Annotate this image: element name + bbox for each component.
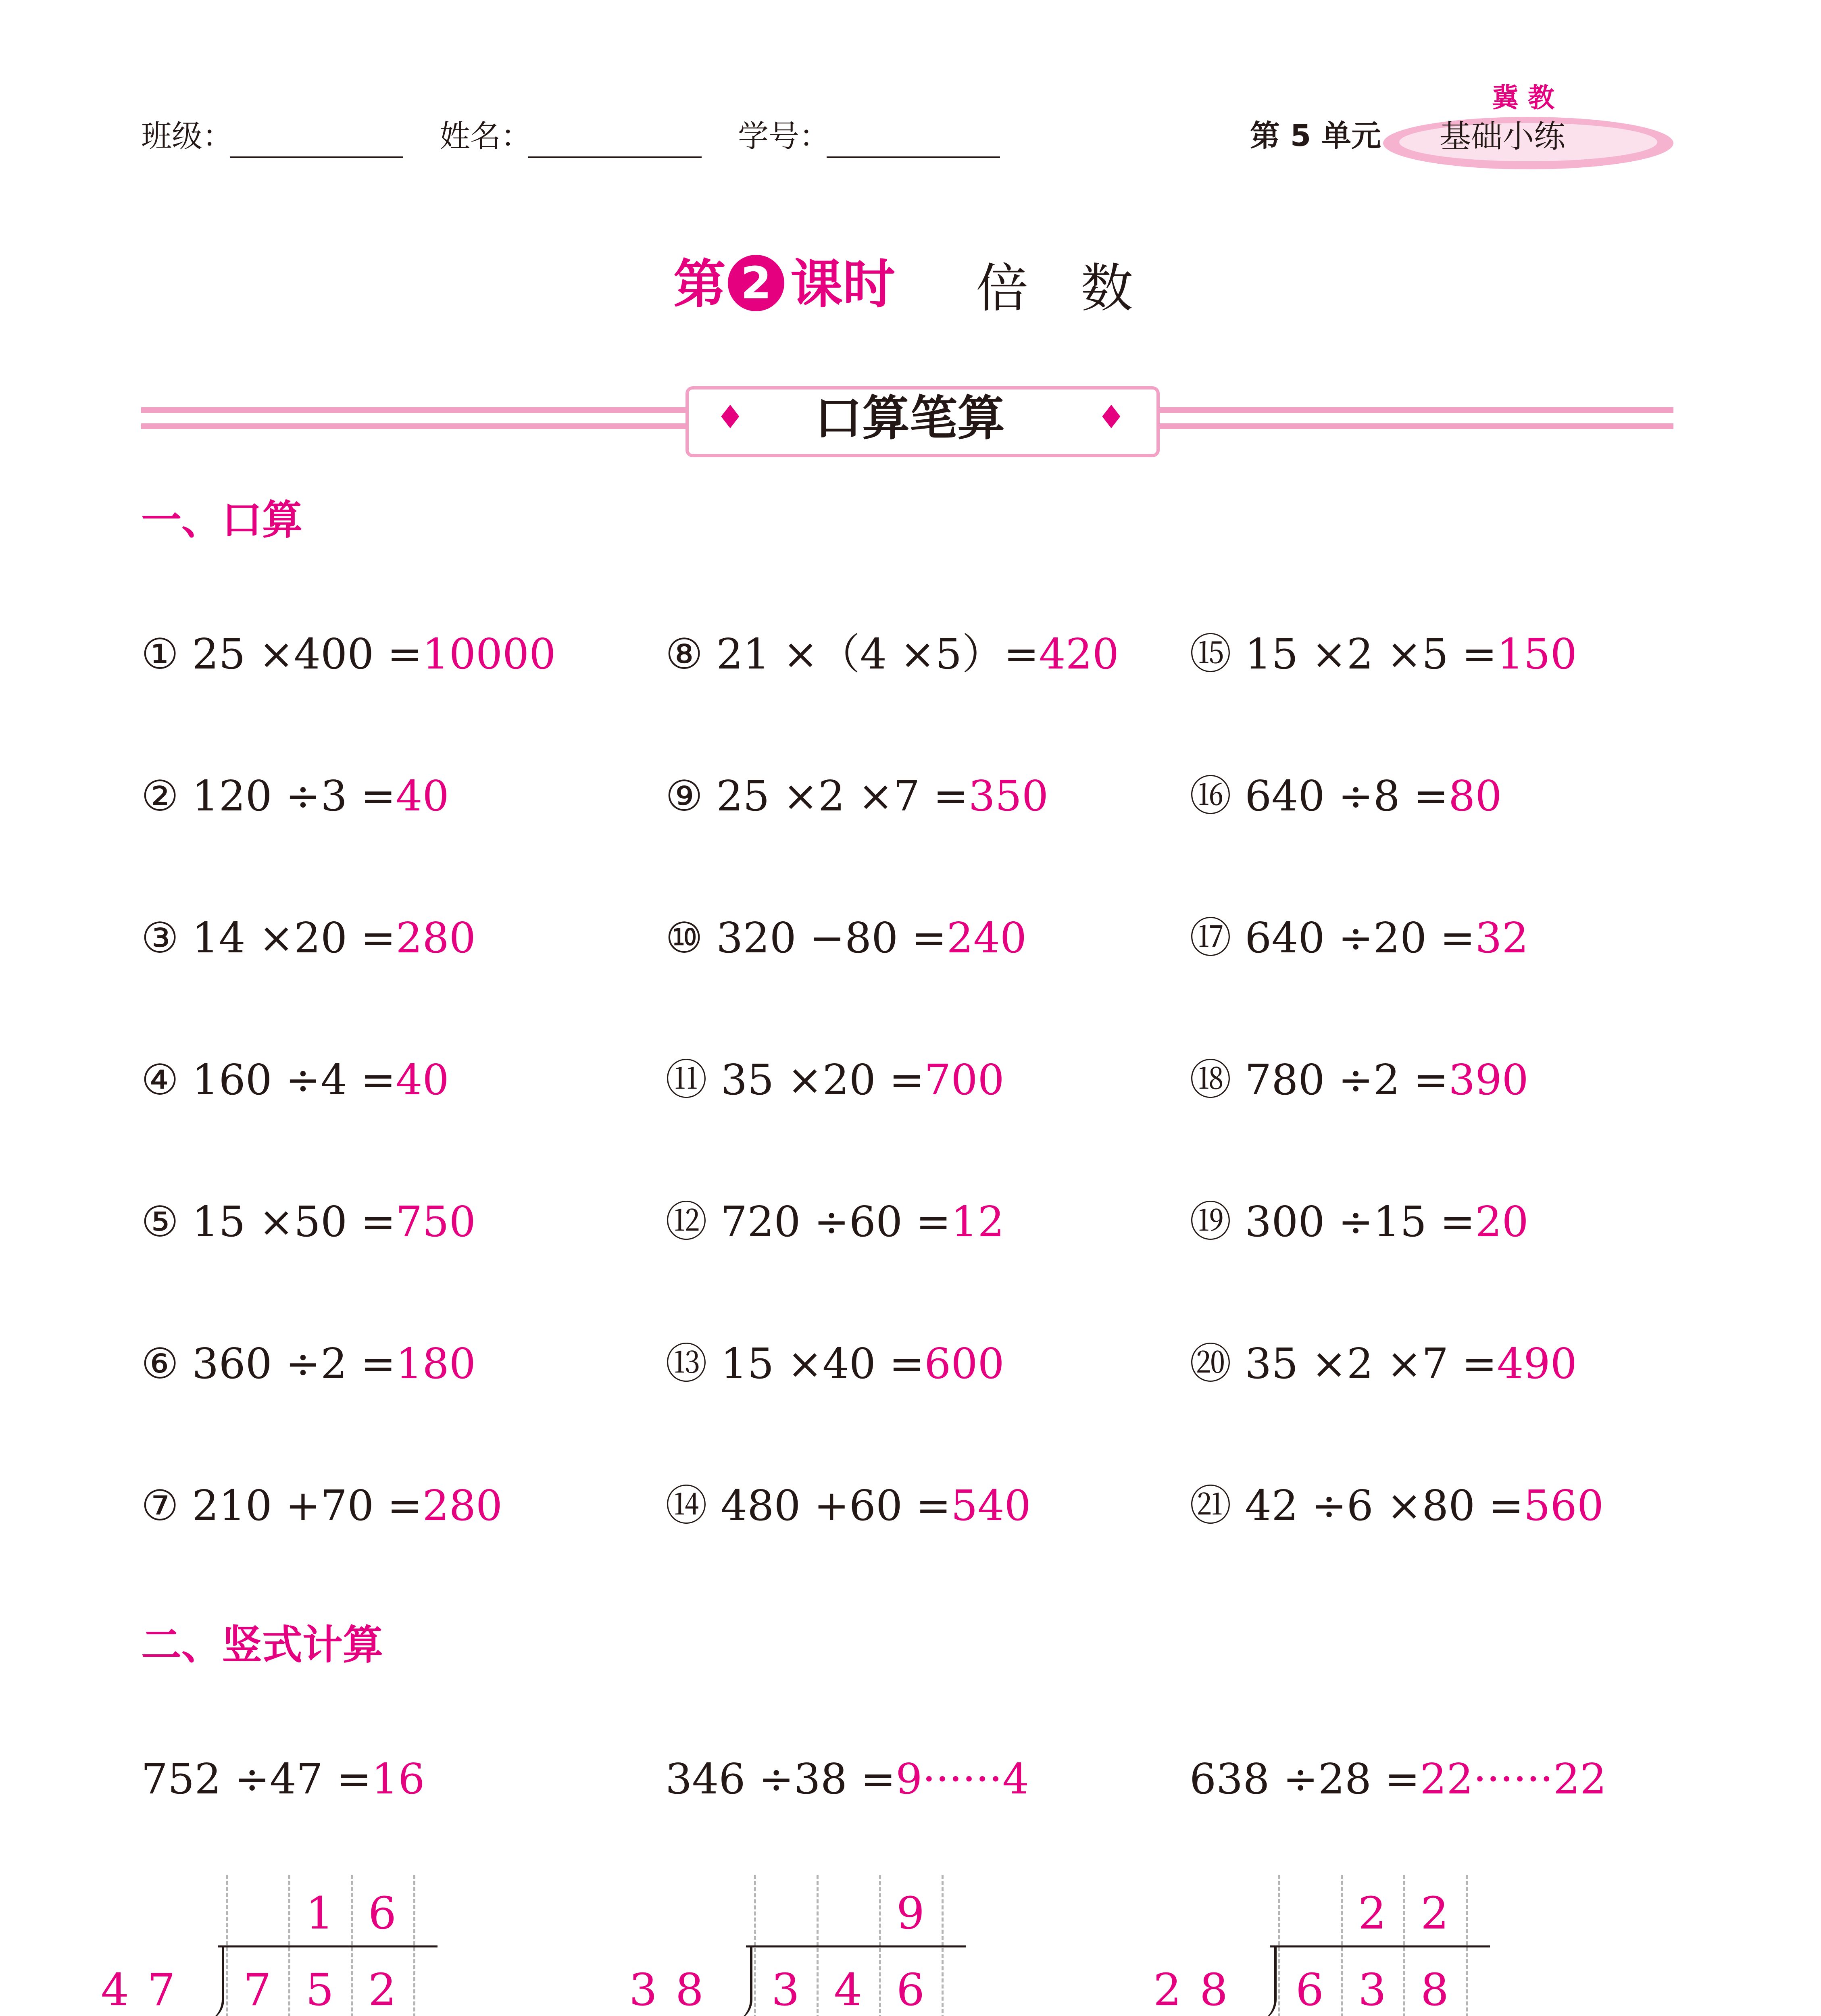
item-expression: 640 ÷8 = [1245,771,1449,821]
item-number: ① [141,629,179,679]
item-answer[interactable]: 490 [1497,1339,1577,1388]
item-number: ⑯ [1190,771,1232,821]
written-expression [141,1754,425,1804]
oral-item [1190,1339,1577,1388]
oral-item [1190,771,1502,821]
item-answer[interactable]: 390 [1448,1055,1529,1104]
written-answer[interactable]: 9······4 [896,1754,1029,1804]
digit: 6 [1296,1964,1324,2016]
item-answer[interactable]: 32 [1475,913,1529,962]
item-answer[interactable]: 40 [396,771,449,821]
written-expression [1190,1754,1607,1804]
lesson-number-badge: 2 [728,255,784,311]
item-answer[interactable]: 20 [1475,1197,1529,1246]
division-bracket [202,1945,224,2016]
item-expression: 480 +60 = [721,1481,951,1530]
item-number: ⑪ [665,1055,708,1104]
oral-item [1190,913,1529,962]
class-field[interactable] [230,156,403,158]
item-answer[interactable]: 40 [396,1055,449,1104]
divisor-digit: 4 [101,1964,129,2016]
item-answer[interactable]: 80 [1448,771,1502,821]
oral-item [141,1055,449,1104]
item-number: ⑲ [1190,1197,1232,1246]
oral-item [141,629,556,679]
oral-item [665,913,1027,962]
digit: 6 [368,1887,396,1939]
written-expression [665,1754,1029,1804]
item-number: ④ [141,1055,179,1104]
divisor-digit: 3 [629,1964,657,2016]
item-answer[interactable]: 280 [422,1481,503,1530]
item-expression: 21 ×（4 ×5）= [716,629,1039,679]
item-expression: 780 ÷2 = [1245,1055,1449,1104]
written-expr-text: 752 ÷47 = [141,1754,372,1804]
written-expr-text: 638 ÷28 = [1190,1754,1420,1804]
item-number: ⑨ [665,771,703,821]
digit: 3 [771,1964,800,2016]
item-answer[interactable]: 10000 [422,629,556,679]
item-number: ㉑ [1190,1481,1232,1530]
badge-title: 基础小练 [1440,119,1566,155]
digit: 2 [1358,1887,1386,1939]
item-number: ⑳ [1190,1339,1232,1388]
item-expression: 210 +70 = [192,1481,423,1530]
item-number: ⑧ [665,629,703,679]
item-number: ⑱ [1190,1055,1232,1104]
section1-title: 一、口算 [141,496,302,544]
digit: 6 [896,1964,925,2016]
item-answer[interactable]: 350 [968,771,1049,821]
item-expression: 160 ÷4 = [192,1055,396,1104]
item-number: ⑭ [665,1481,708,1530]
item-number: ③ [141,913,179,962]
item-answer[interactable]: 540 [951,1481,1031,1530]
division-bracket [1254,1945,1277,2016]
id-field[interactable] [827,156,1000,158]
oral-item [665,1197,1004,1246]
item-expression: 14 ×20 = [192,913,396,962]
oral-item [1190,1481,1604,1530]
item-answer[interactable]: 600 [924,1339,1004,1388]
section2-title: 二、竖式计算 [141,1621,383,1668]
class-label: 班级： [141,118,233,154]
item-expression: 15 ×40 = [721,1339,925,1388]
oral-item [1190,1055,1529,1104]
item-number: ⑥ [141,1339,179,1388]
oral-item [141,771,449,821]
digit: 9 [896,1887,925,1939]
item-expression: 360 ÷2 = [192,1339,396,1388]
name-field[interactable] [528,156,702,158]
banner-diamond-right: ♦ [1097,398,1126,436]
lesson-suffix: 课时 [790,254,896,315]
item-expression: 15 ×50 = [192,1197,396,1246]
lesson-title: 倍 数 [976,258,1133,319]
item-answer[interactable]: 280 [396,913,476,962]
oral-item [141,1481,503,1530]
division-bar [218,1945,438,1947]
id-label: 学号： [738,118,830,154]
item-answer[interactable]: 12 [951,1197,1004,1246]
written-expr-text: 346 ÷38 = [665,1754,896,1804]
item-expression: 300 ÷15 = [1245,1197,1475,1246]
digit: 1 [306,1887,334,1939]
divisor-digit: 2 [1153,1964,1181,2016]
item-number: ⑤ [141,1197,179,1246]
written-answer[interactable]: 16 [371,1754,425,1804]
item-answer[interactable]: 150 [1497,629,1577,679]
unit-label: 第 5 单元 [1250,119,1381,153]
digit: 7 [243,1964,271,2016]
oral-item [665,771,1049,821]
item-number: ② [141,771,179,821]
item-answer[interactable]: 420 [1039,629,1119,679]
item-number: ⑰ [1190,913,1232,962]
oral-item [1190,1197,1529,1246]
digit: 3 [1358,1964,1386,2016]
digit: 5 [306,1964,334,2016]
division-bar [746,1945,966,1947]
item-answer[interactable]: 240 [946,913,1027,962]
item-expression: 720 ÷60 = [721,1197,951,1246]
divisor-digit: 8 [1200,1964,1228,2016]
oral-item [141,1197,476,1246]
item-answer[interactable]: 180 [396,1339,476,1388]
divisor-digit: 8 [675,1964,704,2016]
digit: 4 [834,1964,862,2016]
digit: 2 [1421,1887,1449,1939]
divisor-digit: 7 [147,1964,175,2016]
item-expression: 640 ÷20 = [1245,913,1475,962]
item-expression: 35 ×20 = [721,1055,925,1104]
item-expression: 35 ×2 ×7 = [1245,1339,1497,1388]
item-number: ⑮ [1190,629,1232,679]
digit: 8 [1421,1964,1449,2016]
oral-item [141,1339,476,1388]
lesson-prefix: 第 [673,254,726,315]
oral-item [141,913,476,962]
item-expression: 42 ÷6 ×80 = [1245,1481,1524,1530]
oral-item [665,1481,1031,1530]
oral-item [665,1055,1004,1104]
item-number: ⑩ [665,913,703,962]
item-expression: 320 −80 = [716,913,947,962]
oral-item [1190,629,1577,679]
item-answer[interactable]: 560 [1523,1481,1604,1530]
banner-diamond-left: ♦ [716,398,745,436]
division-bar [1270,1945,1490,1947]
item-answer[interactable]: 750 [396,1197,476,1246]
item-expression: 25 ×400 = [192,629,423,679]
banner-title: 口算笔算 [815,390,1005,446]
badge-publisher: 冀 教 [1492,82,1554,113]
oral-item [665,629,1119,679]
item-number: ⑬ [665,1339,708,1388]
item-expression: 120 ÷3 = [192,771,396,821]
item-number: ⑦ [141,1481,179,1530]
oral-item [665,1339,1004,1388]
item-number: ⑫ [665,1197,708,1246]
written-answer[interactable]: 22······22 [1420,1754,1607,1804]
digit: 2 [368,1964,396,2016]
item-answer[interactable]: 700 [924,1055,1004,1104]
item-expression: 15 ×2 ×5 = [1245,629,1497,679]
name-label: 姓名： [440,118,531,154]
division-bracket [730,1945,752,2016]
item-expression: 25 ×2 ×7 = [716,771,969,821]
